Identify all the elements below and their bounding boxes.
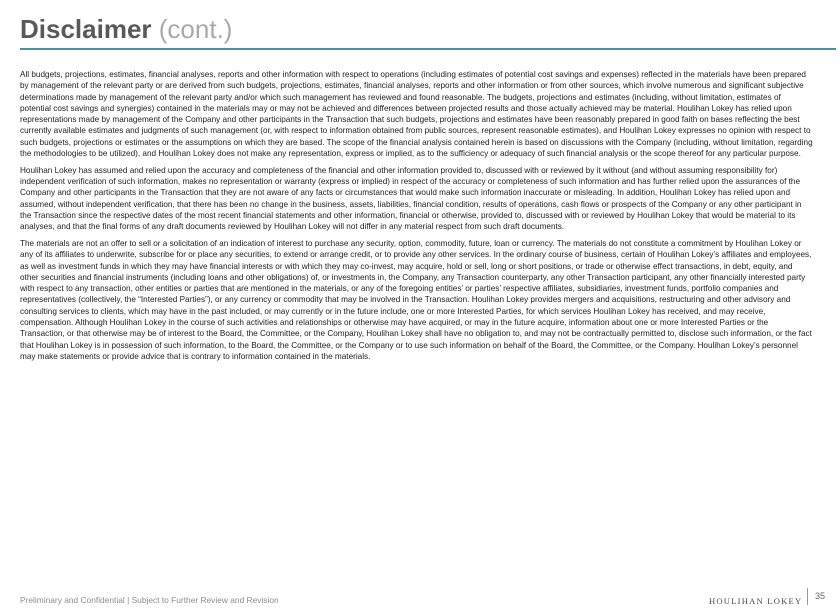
disclaimer-body xyxy=(20,69,813,368)
title-underline xyxy=(20,48,836,50)
disclaimer-paragraph-1: All budgets, projections, estimates, financial analyses, reports and other information with respect to operations (including estimates of potential cost savings and expenses) reflected in the materials have been prepared by management of the relevant party or are derived from such budgets, projections, estimates, financial analyses, reports and other information or from other sources, which involve numerous and significant subjective determinations made by management of the relevant party and/or which such management has reviewed and found reasonable. The budgets, projections and estimates (including, without limitation, estimates of potential cost savings and synergies) contained in the materials may or may not be achieved and differences between projected results and those actually achieved may be material. Houlihan Lokey has relied upon representations made by management of the Company and other participants in the Transaction that such budgets, projections and estimates have been reasonably prepared in good faith on bases reflecting the best currently available estimates and judgments of such management (or, with respect to information obtained from public sources, represent reasonable estimates), and Houlihan Lokey expresses no opinion with respect to such budgets, projections or estimates or the assumptions on which they are based. The scope of the financial analysis contained herein is based on discussions with the Company (including, without limitation, regarding the methodologies to be utilized), and Houlihan Lokey does not make any representation, express or implied, as to the sufficiency or adequacy of such financial analysis or the scope thereof for any particular purpose. xyxy=(20,70,813,159)
page-title-suffix: (cont.) xyxy=(158,14,233,44)
disclaimer-paragraph-2: Houlihan Lokey has assumed and relied upon the accuracy and completeness of the financial and other information provided to, discussed with or reviewed by it without (and without assuming responsibility for) independent verification of such information, makes no representation or warranty (express or implied) in respect of the accuracy or completeness of such information and has further relied upon the assurances of the Company and other participants in the Transaction that they are not aware of any facts or circumstances that would make such information inaccurate or misleading. In addition, Houlihan Lokey has relied upon and assumed, without independent verification, that there has been no change in the business, assets, liabilities, financial condition, results of operations, cash flows or prospects of the Company or any other participant in the Transaction since the respective dates of the most recent financial statements and other information, financial or otherwise, provided to, discussed with or reviewed by Houlihan Lokey that would be material to its analyses, and that the final forms of any draft documents reviewed by Houlihan Lokey will not differ in any material respect from such draft documents. xyxy=(20,165,802,232)
footer-divider xyxy=(807,588,808,605)
page-title-main: Disclaimer xyxy=(20,14,152,44)
disclaimer-paragraph-3: The materials are not an offer to sell or a solicitation of an indication of interest to purchase any security, option, commodity, future, loan or currency. The materials do not constitute a commitment by Houlihan Lokey or any of its affiliates to underwrite, subscribe for or place any securities, to extend or arrange credit, or to provide any other services. In the ordinary course of business, certain of Houlihan Lokey’s affiliates and employees, as well as investment funds in which they may have financial interests or with which they may co-invest, may acquire, hold or sell, long or short positions, or trade or otherwise effect transactions, in debt, equity, and other securities and financial instruments (including loans and other obligations) of, or investments in, the Company, any Transaction counterparty, any other Transaction participant, any other financially interested party with respect to any transaction, other entities or parties that are mentioned in the materials, or any of the foregoing entities’ or parties’ respective affiliates, subsidiaries, investment funds, portfolio companies and representatives (collectively, the “Interested Parties”), or any currency or commodity that may be involved in the Transaction. Houlihan Lokey provides mergers and acquisitions, restructuring and other advisory and consulting services to clients, which may have in the past included, or may currently or in the future include, one or more Interested Parties, for which services Houlihan Lokey has received, and may receive, compensation. Although Houlihan Lokey in the course of such activities and relationships or otherwise may have acquired, or may in the future acquire, information about one or more Interested Parties or the Transaction, or that otherwise may be of interest to the Board, the Committee, or the Company, Houlihan Lokey shall have no obligation to, and may not be contractually permitted to, disclose such information, or the fact that Houlihan Lokey is in possession of such information, to the Board, the Committee, or the Company or to use such information on behalf of the Board, the Committee, or the Company. Houlihan Lokey’s personnel may make statements or provide advice that is contrary to information contained in the materials. xyxy=(20,238,812,361)
page-title xyxy=(20,12,232,46)
page-number: 35 xyxy=(815,591,826,601)
brand-logo: HOULIHAN LOKEY xyxy=(709,596,803,606)
footer-confidentiality-note: Preliminary and Confidential | Subject to Further Review and Revision xyxy=(20,595,279,605)
